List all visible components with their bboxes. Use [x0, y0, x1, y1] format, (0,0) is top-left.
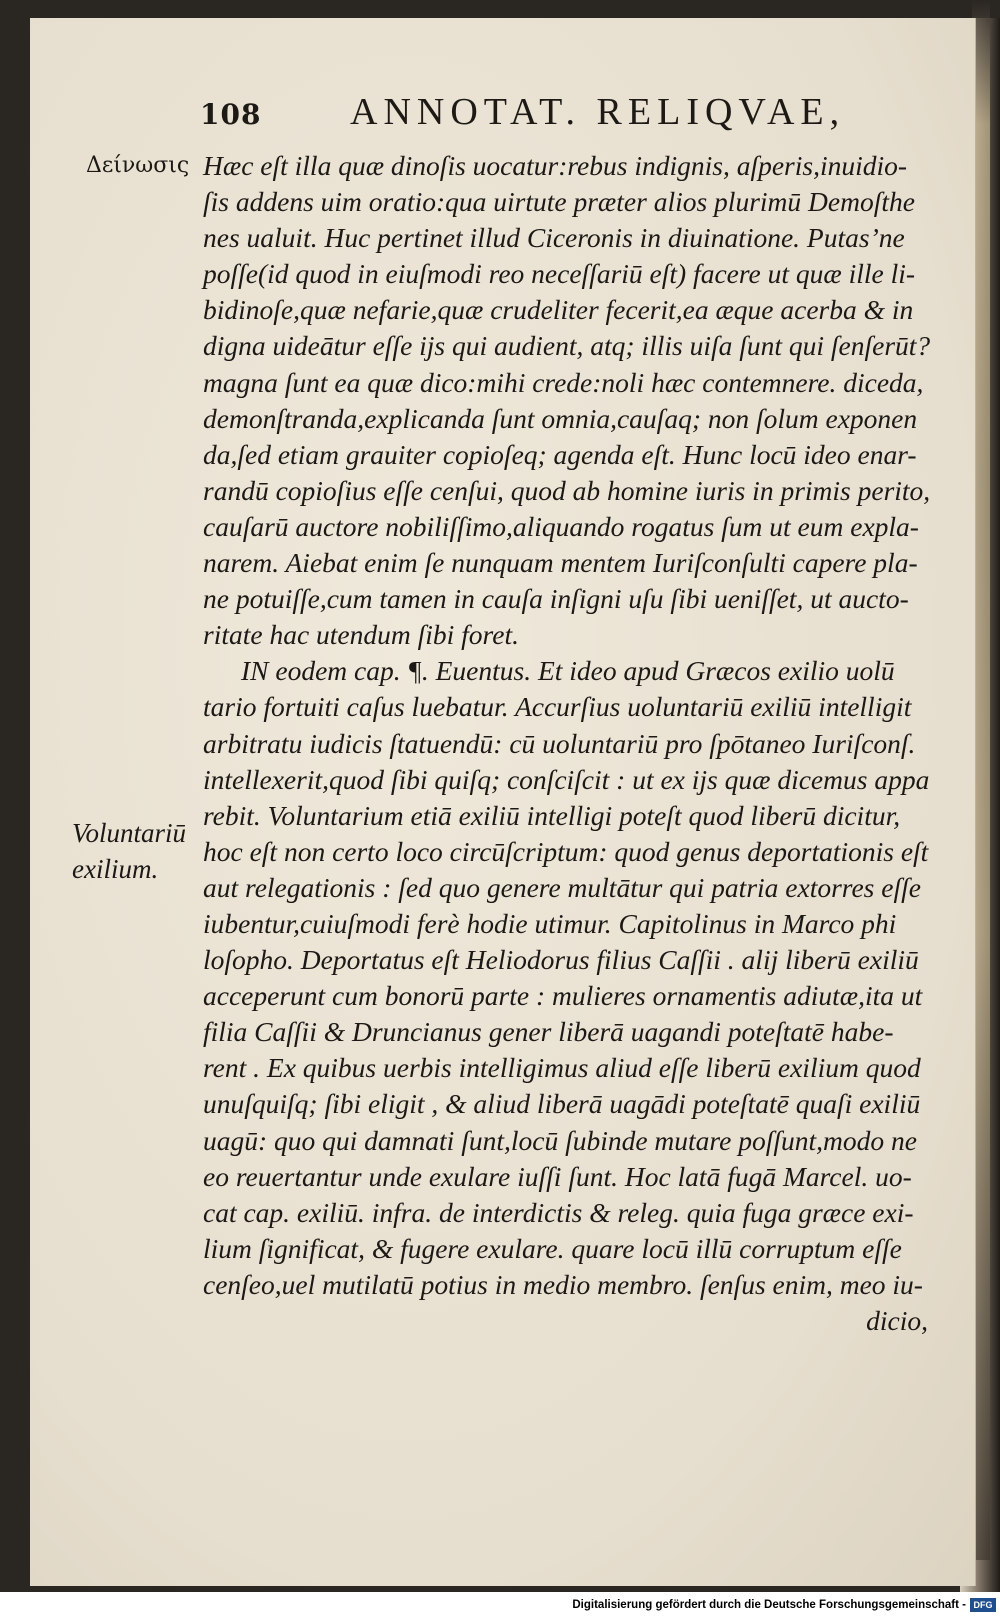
text-line: uagū: quo qui damnati ſunt,locū ſubinde mutare poſſunt,modo ne: [203, 1124, 917, 1156]
text-line: nes ualuit. Huc pertinet illud Ciceronis in diuinatione. Putas’ne: [203, 222, 905, 254]
text-line: acceperunt cum bonorū parte : mulieres ornamentis adiutæ,ita ut: [203, 980, 923, 1012]
margin-note-voluntarium: [72, 815, 186, 887]
text-line: randū copioſius eſſe cenſui, quod ab homine iuris in primis perito,: [203, 474, 931, 506]
text-line: loſopho. Deportatus eſt Heliodorus filius Caſſii . alij liberū exiliū: [203, 944, 919, 976]
text-line: bidinoſe,quæ nefarie,quæ crudeliter fecerit,ea æque acerba & in: [203, 294, 914, 326]
text-line: tario fortuiti caſus luebatur. Accurſius uoluntariū exiliū intelligit: [203, 691, 912, 723]
margin-note-line: exilium.: [72, 854, 159, 884]
dfg-logo-icon: DFG: [970, 1598, 996, 1612]
text-line: cauſarū auctore nobiliſſimo,aliquando rogatus ſum ut eum expla-: [203, 510, 919, 542]
text-line: cat cap. exiliū. infra. de interdictis & releg. quia fuga græce exi-: [203, 1196, 914, 1228]
margin-note-deinosis: Δείνωσις: [86, 153, 190, 178]
text-line: ne potuiſſe,cum tamen in cauſa inſigni uſu ſibi ueniſſet, ut aucto-: [203, 583, 909, 615]
text-line: iubentur,cuiuſmodi ferè hodie utimur. Capitolinus in Marco phi: [203, 907, 897, 939]
text-line: poſſe(id quod in eiuſmodi reo neceſſariū eſt) facere ut quæ ille li-: [203, 258, 916, 290]
running-head: ANNOTAT. RELIQVAE,: [350, 91, 846, 133]
text-line: filia Caſſii & Druncianus gener liberā uagandi poteſtatē habe-: [203, 1016, 894, 1048]
text-line: eo reuertantur unde exulare iuſſi ſunt. Hoc latā fugā Marcel. uo-: [203, 1160, 912, 1192]
footer-bar: [0, 1592, 1000, 1619]
text-line: ritate hac utendum ſibi foret.: [203, 619, 519, 651]
margin-note-line: Voluntariū: [72, 818, 187, 848]
text-line: aut relegationis : ſed quo genere multātur qui patria extorres eſſe: [203, 871, 921, 903]
text-line: narem. Aiebat enim ſe nunquam mentem Iuriſconſulti capere pla-: [203, 547, 918, 579]
text-line: IN eodem cap. ¶. Euentus. Et ideo apud Græcos exilio uolū: [241, 655, 895, 687]
page-number: 108: [200, 98, 262, 131]
text-line: hoc eſt non certo loco circūſcriptum: quod genus deportationis eſt: [203, 835, 929, 867]
text-line: demonſtranda,explicanda ſunt omnia,cauſaq; non ſolum exponen: [203, 402, 918, 434]
text-line: rebit. Voluntarium etiā exiliū intelligi poteſt quod liberū dicitur,: [203, 799, 901, 831]
text-line: unuſquiſq; ſibi eligit , & aliud liberā uagādi poteſtatē quaſi exiliū: [203, 1088, 921, 1120]
text-line: arbitratu iudicis ſtatuendū: cū uoluntariū pro ſpōtaneo Iuriſconſ.: [203, 727, 916, 759]
text-line: rent . Ex quibus uerbis intelligimus aliud eſſe liberū exilium quod: [203, 1052, 921, 1084]
text-line: cenſeo,uel mutilatū potius in medio membro. ſenſus enim, meo iu-: [203, 1268, 923, 1300]
page-header: [200, 90, 920, 140]
text-line: digna uideātur eſſe ijs qui audient, atq; illis uiſa ſunt qui ſenſerūt?: [203, 330, 931, 362]
text-line: magna ſunt ea quæ dico:mihi crede:noli hæc contemnere. diceda,: [203, 366, 924, 398]
digitization-credit: Digitalisierung gefördert durch die Deutsche Forschungsgemeinschaft -: [572, 1599, 966, 1611]
text-line: Hæc eſt illa quæ dinoſis uocatur:rebus indignis, aſperis,inuidio-: [203, 150, 908, 181]
text-line: ſis addens uim oratio:qua uirtute præter alios plurimū Demoſthe: [203, 186, 915, 218]
catchword: dicio,: [866, 1305, 928, 1336]
text-line: lium ſignificat, & fugere exulare. quare locū illū corruptum eſſe: [203, 1232, 902, 1264]
text-line: da,ſed etiam grauiter copioſeq; agenda eſt. Hunc locū ideo enar-: [203, 438, 917, 470]
text-line: intellexerit,quod ſibi quiſq; conſciſcit : ut ex ijs quæ dicemus appa: [203, 763, 930, 795]
body-text: [203, 148, 931, 1339]
